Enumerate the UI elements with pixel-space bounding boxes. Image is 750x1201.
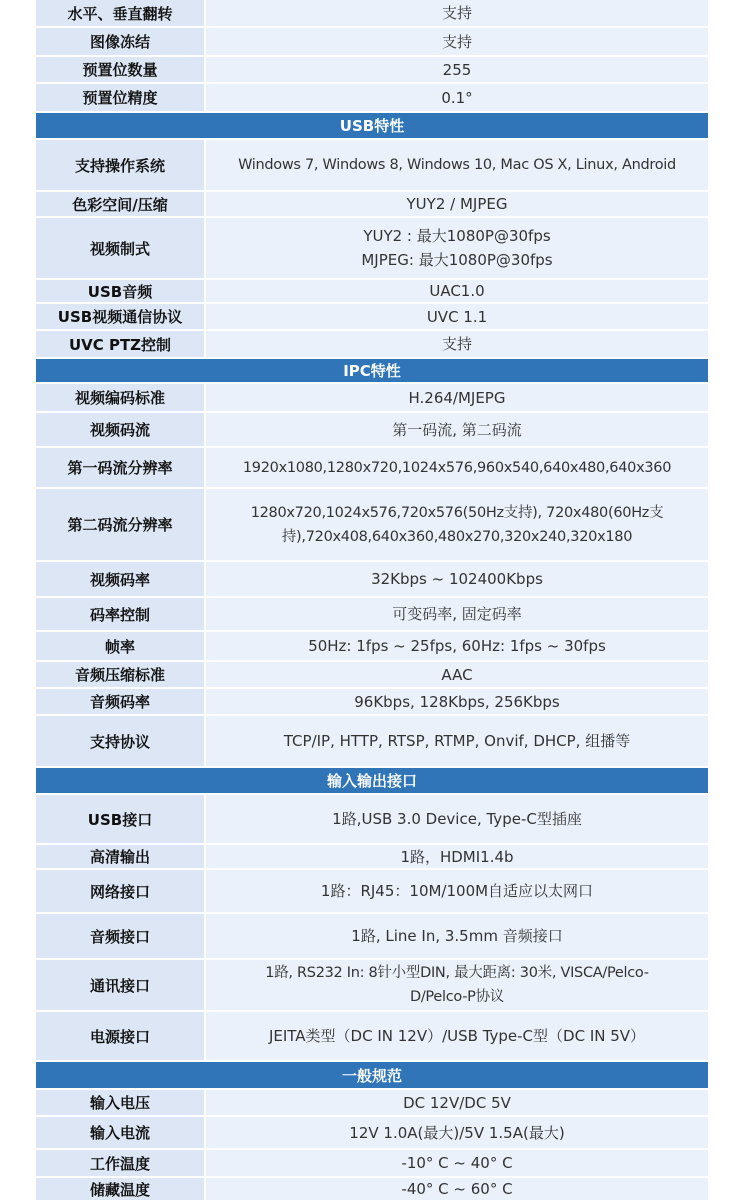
spec-row (36, 960, 708, 1010)
spec-value-line: JEITA类型（DC IN 12V）/USB Type-C型（DC IN 5V） (268, 1027, 646, 1045)
spec-row (36, 1150, 708, 1176)
spec-value-line: 可变码率, 固定码率 (392, 605, 522, 623)
spec-label: 支持操作系统 (36, 140, 204, 190)
spec-label: 视频码率 (36, 562, 204, 596)
spec-value (206, 384, 708, 411)
spec-row (36, 914, 708, 958)
spec-value (206, 489, 708, 560)
spec-value-line: -10° C ~ 40° C (401, 1154, 513, 1172)
spec-value-line: Windows 7, Windows 8, Windows 10, Mac OS X, Linux, Android (238, 157, 676, 173)
spec-value (206, 448, 708, 487)
section-header: USB特性 (36, 113, 708, 138)
spec-value (206, 632, 708, 660)
section-header: 输入输出接口 (36, 768, 708, 793)
spec-row (36, 280, 708, 302)
spec-value-line: -40° C ~ 60° C (401, 1180, 513, 1198)
spec-label: 支持协议 (36, 716, 204, 766)
spec-value (206, 140, 708, 190)
spec-value-line: DC 12V/DC 5V (403, 1093, 511, 1112)
spec-label: 预置位精度 (36, 84, 204, 111)
spec-value-line: 支持 (441, 32, 472, 51)
spec-value-line: 50Hz: 1fps ~ 25fps, 60Hz: 1fps ~ 30fps (308, 637, 606, 655)
spec-label: USB视频通信协议 (36, 304, 204, 329)
spec-row (36, 489, 708, 560)
spec-row (36, 716, 708, 766)
spec-row (36, 57, 708, 82)
spec-row (36, 84, 708, 111)
spec-row (36, 870, 708, 912)
spec-value (206, 716, 708, 766)
spec-label: 音频压缩标准 (36, 662, 204, 687)
spec-value-line: 第一码流, 第二码流 (392, 420, 522, 439)
spec-value-line: 支持 (441, 4, 472, 22)
spec-value-line: 12V 1.0A(最大)/5V 1.5A(最大) (349, 1123, 565, 1142)
spec-label: USB接口 (36, 795, 204, 843)
spec-value (206, 280, 708, 302)
spec-value-line: UVC 1.1 (426, 307, 488, 326)
spec-value-line: 1路，HDMI1.4b (400, 847, 514, 866)
spec-row (36, 845, 708, 868)
spec-row (36, 598, 708, 630)
spec-value-line: 1280x720,1024x576,720x576(50Hz支持), 720x480(60Hz支 (250, 504, 664, 521)
spec-label: UVC PTZ控制 (36, 331, 204, 357)
spec-value (206, 845, 708, 868)
spec-row (36, 1117, 708, 1148)
spec-value-line: H.264/MJEPG (408, 388, 506, 407)
spec-label: 电源接口 (36, 1012, 204, 1060)
spec-label: 视频制式 (36, 218, 204, 278)
spec-label: 第二码流分辨率 (36, 489, 204, 560)
spec-row (36, 384, 708, 411)
spec-value (206, 0, 708, 26)
spec-label: 网络接口 (36, 870, 204, 912)
spec-row (36, 1012, 708, 1060)
spec-label: 预置位数量 (36, 57, 204, 82)
spec-label: 视频编码标准 (36, 384, 204, 411)
spec-value (206, 1150, 708, 1176)
spec-label: 输入电压 (36, 1090, 204, 1115)
spec-value-line: UAC1.0 (429, 282, 485, 300)
spec-value (206, 192, 708, 216)
spec-value-line: YUY2 : 最大1080P@30fps (363, 227, 551, 245)
spec-value (206, 562, 708, 596)
spec-table (36, 0, 708, 1200)
spec-value-line: MJPEG: 最大1080P@30fps (361, 251, 553, 269)
spec-value (206, 1090, 708, 1115)
spec-value (206, 914, 708, 958)
spec-label: 码率控制 (36, 598, 204, 630)
spec-value (206, 1178, 708, 1200)
spec-row (36, 304, 708, 329)
spec-value-line: 1920x1080,1280x720,1024x576,960x540,640x480,640x360 (242, 459, 672, 476)
spec-value (206, 1012, 708, 1060)
spec-value-line: AAC (441, 665, 473, 684)
spec-value (206, 413, 708, 446)
spec-value (206, 960, 708, 1010)
section-header: IPC特性 (36, 359, 708, 382)
spec-row (36, 140, 708, 190)
spec-label: 通讯接口 (36, 960, 204, 1010)
spec-row (36, 413, 708, 446)
spec-label: 水平、垂直翻转 (36, 0, 204, 26)
spec-row (36, 662, 708, 687)
spec-value-line: 持),720x408,640x360,480x270,320x240,320x180 (281, 528, 633, 545)
spec-value-line: 1路：RJ45：10M/100M自适应以太网口 (320, 882, 594, 900)
spec-row (36, 28, 708, 55)
section-header: 一般规范 (36, 1062, 708, 1088)
spec-value-line: 1路, RS232 In: 8针小型DIN, 最大距离: 30米, VISCA/Pelco- (265, 965, 649, 981)
spec-value-line: 96Kbps, 128Kbps, 256Kbps (354, 692, 560, 711)
spec-value (206, 84, 708, 111)
spec-value (206, 598, 708, 630)
spec-value-line: D/Pelco-P协议 (409, 989, 504, 1005)
spec-row (36, 1090, 708, 1115)
spec-label: 输入电流 (36, 1117, 204, 1148)
spec-label: 工作温度 (36, 1150, 204, 1176)
spec-row (36, 562, 708, 596)
spec-row (36, 218, 708, 278)
spec-value (206, 1117, 708, 1148)
spec-label: USB音频 (36, 280, 204, 302)
spec-row (36, 448, 708, 487)
spec-value-line: 255 (442, 60, 472, 79)
spec-value-line: 支持 (441, 335, 472, 353)
spec-label: 高清输出 (36, 845, 204, 868)
spec-value (206, 304, 708, 329)
spec-value (206, 870, 708, 912)
spec-label: 图像冻结 (36, 28, 204, 55)
spec-value (206, 28, 708, 55)
spec-value-line: 1路,USB 3.0 Device, Type-C型插座 (332, 810, 582, 828)
spec-label: 音频接口 (36, 914, 204, 958)
spec-value (206, 57, 708, 82)
spec-value-line: 32Kbps ~ 102400Kbps (371, 570, 543, 588)
spec-value-line: TCP/IP, HTTP, RTSP, RTMP, Onvif, DHCP, 组播等 (283, 732, 631, 750)
spec-row (36, 192, 708, 216)
spec-value (206, 795, 708, 843)
spec-value (206, 218, 708, 278)
spec-row (36, 331, 708, 357)
spec-row (36, 795, 708, 843)
spec-value (206, 662, 708, 687)
spec-row (36, 632, 708, 660)
spec-row (36, 1178, 708, 1200)
spec-value-line: 1路, Line In, 3.5mm 音频接口 (351, 927, 563, 945)
spec-row (36, 0, 708, 26)
spec-row (36, 689, 708, 714)
spec-label: 第一码流分辨率 (36, 448, 204, 487)
spec-label: 音频码率 (36, 689, 204, 714)
spec-value-line: 0.1° (441, 88, 473, 107)
spec-value (206, 689, 708, 714)
spec-label: 视频码流 (36, 413, 204, 446)
spec-label: 储藏温度 (36, 1178, 204, 1200)
spec-label: 帧率 (36, 632, 204, 660)
spec-value-line: YUY2 / MJPEG (406, 195, 508, 213)
spec-label: 色彩空间/压缩 (36, 192, 204, 216)
spec-value (206, 331, 708, 357)
